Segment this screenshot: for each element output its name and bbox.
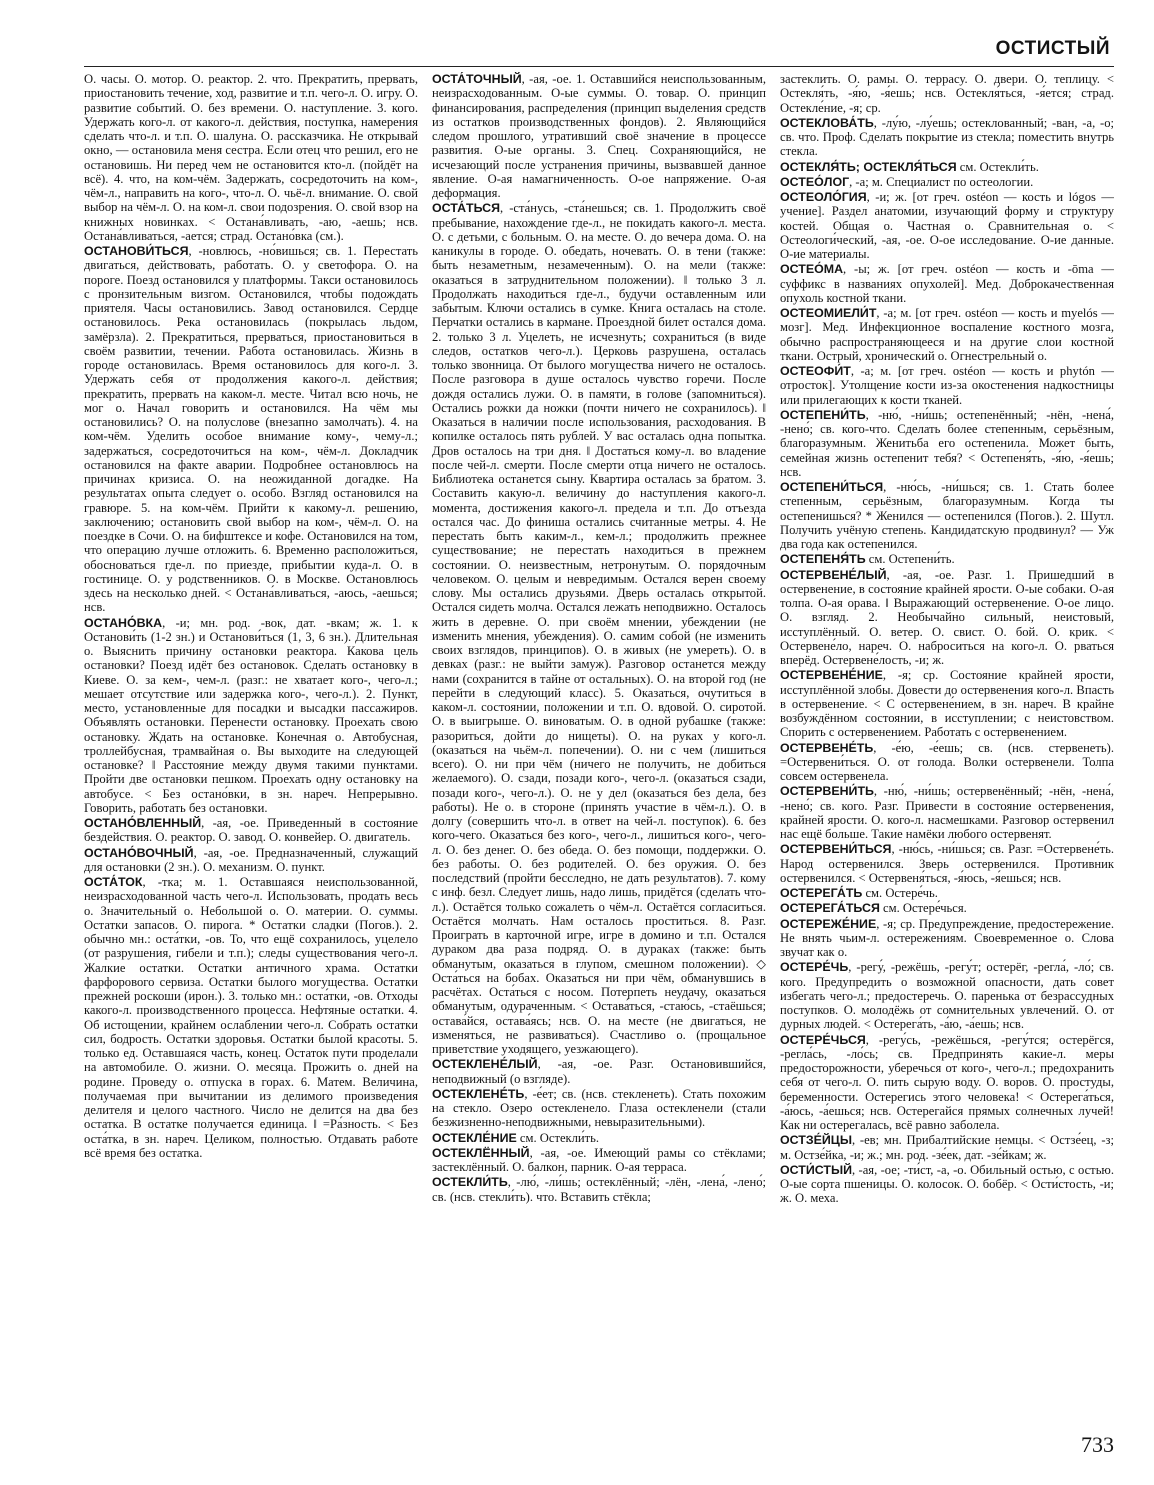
entry-headword: ОСТЕКЛЕНЕ́ТЬ xyxy=(432,1086,525,1101)
entry-headword: ОСТЕКЛЕНЕ́ЛЫЙ xyxy=(432,1057,538,1072)
dictionary-entry xyxy=(780,480,1114,551)
entry-headword: ОСТАНОВИ́ТЬСЯ xyxy=(84,244,189,258)
entry-definition: , -ая, -ое. Предназначенный, служащий для остановки (2 зн.). О. механизм. О. пункт. xyxy=(84,845,418,874)
dictionary-entry xyxy=(780,160,1114,174)
entry-headword: ОСТА́ТЬСЯ xyxy=(432,201,501,216)
dictionary-entry xyxy=(84,816,418,845)
dictionary-entry xyxy=(780,116,1114,159)
dictionary-entry xyxy=(780,842,1114,885)
entry-definition: , -ню́, -ни́шь; остепенённый; -нён, -нена́, -нено́; св. кого-что. Сделать более степенным, серьёзным, благоразумным. Женитьба его остепенила. Может быть, семейная жизнь остепенит тебя? < Остепеня́ть, -я́ю, -я́ешь; нсв. xyxy=(780,407,1114,479)
entry-definition: , -а; м. [от греч. ostéon — кость и myelós — мозг]. Мед. Инфекционное воспаление костного мозга, обычно распространяющееся и на другие слои костной ткани. Острый, хронический о. Огнестрельный о. xyxy=(780,306,1114,363)
dictionary-entry xyxy=(84,244,418,615)
dictionary-entry xyxy=(84,616,418,816)
column-3 xyxy=(780,72,1114,1404)
entry-definition: , -ая, -ое. Разг. 1. Пришедший в остервенение, в состояние крайней ярости. О-ые собаки. О-ая толпа. О-ая орава. ‖ Выражающий остервенение. О-ое лицо. О. взгляд. 2. Необычайно сильный, неистовый, исступлённый. О. ветер. О. свист. О. бой. О. крик. < Остервене́ло, нареч. О. наброситься на кого-л. О. рваться вперёд. Остервене́лость, -и; ж. xyxy=(780,567,1114,667)
dictionary-entry xyxy=(84,875,418,1160)
dictionary-entry xyxy=(432,1175,766,1204)
entry-definition: , -ы; ж. [от греч. ostéon — кость и -ōma — суффикс в названиях опухолей]. Мед. Доброкачественная опухоль костной ткани. xyxy=(780,262,1114,305)
entry-definition: , -лу́ю, -лу́ешь; остеклованный; -ван, -а, -о; св. что. Проф. Сделать покрытие из стекла; поместить внутрь стекла. xyxy=(780,115,1114,159)
entry-definition: см. Остере́чься. xyxy=(879,901,967,916)
entry-definition: , -новлюсь, -но́вишься; св. 1. Перестать двигаться, действовать, работать. О. у светофора. О. на пороге. Поезд остановился у платформы. Такси остановилось с пронзительным визгом. Остановился, чтобы подождать приятеля. Часы остановились. Завод остановился. Сердце остановилось. Река остановилась (покрылась льдом, замёрзла). 2. Прекратиться, прерваться, приостановиться в своём развитии, течении. Работа остановилась. Жизнь в городе остановилась. Время остановилось для кого-л. 3. Удержать себя от продолжения какого-л. действия; прекратить, прервать на каком-л. месте. Читал всю ночь, не мог о. Начал говорить и остановился. На чём мы остановились? О. на полуслове (внезапно замолчать). 4. на ком-чём. Уделить особое внимание кому-, чему-л.; задержаться, сосредоточиться на ком-, чём-л. Докладчик остановился на факте аварии. Подробнее остановлюсь на причинах кризиса. О. на неожиданной догадке. На результатах опыта следует о. особо. Взгляд остановился на гравюре. 5. на ком-чём. Прийти к какому-л. решению, заключению; остановить свой выбор на ком-, чём-л. О. на поездке в Сочи. О. на бифштексе и кофе. Остановился на том, что операцию лучше отложить. 6. Временно расположиться, обосноваться где-л. по приезде, прибытии куда-л. О. в гостинице. О. у родственников. О. в Москве. Остановлюсь здесь на несколько дней. < Остана́вливаться, -аюсь, -аешься; нсв. xyxy=(84,244,418,615)
entry-headword: ОСТЕРЕ́ЧЬСЯ xyxy=(780,1032,866,1047)
entry-headword: ОСТЕКЛЯ́ТЬ; ОСТЕКЛЯ́ТЬСЯ xyxy=(780,159,957,174)
entry-definition: см. Остекли́ть. xyxy=(516,1130,600,1145)
entry-headword: ОСТЕРЕ́ЧЬ xyxy=(780,960,849,975)
dictionary-entry xyxy=(780,886,1114,900)
entry-headword: ОСТЕКЛЁННЫЙ xyxy=(432,1145,530,1160)
entry-definition: , -ая, -ое. 1. Оставшийся неиспользованным, неизрасходованным. О-ые суммы. О. товар. О. принцип финансирования, распределения (принцип выделения средств из остатков производственных фондов). 2. Являющийся следом прошлого, утративший своё значение в процессе развития. О-ые органы. 3. Спец. Сохраняющийся, не исчезающий после устранения причины, вызвавшей данное явление. О-ая намагниченность. О-ое напряжение. О-ая деформация. xyxy=(432,72,766,200)
entry-headword: ОСТАНО́ВКА xyxy=(84,615,163,630)
entry-definition: , -и; мн. род. -вок, дат. -вкам; ж. 1. к Останови́ть (1-2 зн.) и Останови́ться (1, 3, 6 зн.). Длительная о. Выяснить причину остановки реактора. Какова цель остановки? Поезд идёт без остановок. Сделать остановку в Киеве. О. за кем-, чем-л. (разг.: не хватает кого-, чего-л.; мешает отсутствие или задержка кого-, чего-л.). 2. Пункт, место, установленные для посадки и высадки пассажиров. Объявлять остановки. Перенести остановку. Проехать свою остановку. Ждать на остановке. Конечная о. Автобусная, троллейбусная, трамвайная о. Вы выходите на следующей остановке? ‖ Расстояние между двумя такими пунктами. Пройти две остановки пешком. Проехать одну остановку на автобусе. < Без остано́вки, в зн. нареч. Непрерывно. Говорить, работать без остановки. xyxy=(84,615,418,815)
entry-headword: ОСТЕРВЕНЕ́НИЕ xyxy=(780,668,883,683)
entry-definition: , -ста́нусь, -ста́нешься; св. 1. Продолжить своё пребывание, нахождение где-л., не покидать какого-л. места. О. с детьми, с больным. О. на месте. О. до вечера дома. О. на каникулы в городе. О. обедать, ночевать. О. в тени (также: быть незаметным, незамеченным). О. на мели (также: оказаться в затруднительном положении). ‖ только 3 л. Продолжать находиться где-л., будучи оставленным или забытым. Ключи остались в сумке. Книга осталась на столе. Перчатки остались в кармане. Проездной билет остался дома. 2. только 3 л. Уцелеть, не исчезнуть; сохраниться (в виде следов, остатков чего-л.). Церковь разрушена, осталась только звонница. От былого могущества ничего не осталось. После разговора в душе осталось чувство горечи. После дождя остались лужи. О. в памяти, в голове (запомниться). Остались рожки да ножки (почти ничего не сохранилось). ‖ Оказаться в наличии после использования, расходования. В копилке осталось пять рублей. У вас осталась одна попытка. Дров осталось на три дня. ‖ Достаться кому-л. во владение после чей-л. смерти. После смерти отца ничего не осталось. Библиотека останется сыну. Квартира осталась за братом. 3. Составить какую-л. величину до наступления какого-л. момента, достижения какого-л. предела и т.п. До отъезда остался час. До финиша остались считанные метры. 4. Не перестать быть каким-л., кем-л.; продолжить прежнее существование; не перестать находиться в прежнем состоянии. О. неизвестным, нетронутым. О. порядочным человеком. О. целым и невредимым. Остался верен своему слову. Мы остались друзьями. Дверь осталась открытой. Остался сидеть молча. Остался лежать неподвижно. Осталось жить в деревне. О. при своём мнении, убеждении (не изменить мнения, убеждения). О. самим собой (не изменить своих взглядов, принципов). О. в живых (не умереть). О. в девках (разг.: не выйти замуж). Разговор останется между нами (сохранится в тайне от остальных). О. на второй год (не перейти в следующий класс). 5. Оказаться, очутиться в каком-л. состоянии, положении и т.п. О. вдовой. О. сиротой. О. в выигрыше. О. виноватым. О. в одной рубашке (также: разориться, дойти до нищеты). О. на руках у кого-л. (оказаться на чьём-л. попечении). О. ни с чем (лишиться всего). О. ни при чём (ничего не получить, не добиться желаемого). О. сзади, позади кого-, чего-л. (оказаться сзади, позади кого-, чего-л.). О. не у дел (оказаться без дела, без работы). Не о. в стороне (принять участие в чём-л.). О. в долгу (совершить что-л. в ответ на чей-л. поступок). 6. без кого-чего. Оказаться без кого-, чего-л., лишиться кого-, чего-л. О. без денег. О. без обеда. О. без помощи, поддержки. О. без работы. О. без родителей. О. без оружия. О. без последствий (пройти бесследно, не дать результатов). 7. кому с инф. безл. Следует лишь, надо лишь, придётся (сделать что-л.). Остаётся только сожалеть о чём-л. Остаётся согласиться. Остаётся молчать. Нам осталось проститься. 8. Разг. Проиграть в карточной игре, игре в домино и т.п. Остался дураком два раза подряд. О. в дураках (также: быть обманутым, оказаться в глупом, смешном положении). ◇ Оста́ться на бобах. Оказаться ни при чём, обманувшись в расчётах. Оста́ться с носом. Потерпеть неудачу, оказаться обманутым, одураченным. < Остава́ться, -стаю́сь, -стаёшься; остава́йся, остава́ясь; нсв. О. на месте (не двигаться, не изменяться, не развиваться). Счастливо о. (прощальное приветствие уходящего, уезжающего). xyxy=(432,201,766,1056)
dictionary-entry xyxy=(780,668,1114,739)
entry-definition: , -лю́, -ли́шь; остеклённый; -лён, -лена́, -лено́; св. (нсв. стекли́ть). что. Вставить стёкла; xyxy=(432,1175,766,1204)
dictionary-entry xyxy=(432,1146,766,1175)
entry-headword: ОСТЕРВЕНЕ́ЛЫЙ xyxy=(780,567,887,582)
entry-definition: застеклить. О. рамы. О. террасу. О. двери. О. теплицу. < Остекля́ть, -я́ю, -я́ешь; нсв. Остекля́ться, -я́ется; страд. Остекле́ние, -я; ср. xyxy=(780,72,1114,115)
column-1 xyxy=(84,72,418,1404)
dictionary-entry xyxy=(780,262,1114,305)
dictionary-entry xyxy=(780,568,1114,668)
entry-definition: , -регу́, -режёшь, -регу́т; остерёг, -регла́, -ло́; св. кого. Предупредить о возможной опасности, дать совет избегать чего-л.; предостеречь. О. паренька от безрассудных поступков. О. молодёжь от сомнительных увлечений. О. от дурных людей. < Остерега́ть, -а́ю, -а́ешь; нсв. xyxy=(780,960,1114,1032)
entry-definition: см. Остепени́ть. xyxy=(865,552,955,567)
entry-definition: , -ев; мн. Прибалтийские немцы. < Остзе́ец, -з; м. Остзе́йка, -и; ж.; мн. род. -зе́ек, дат. -зе́йкам; ж. xyxy=(780,1133,1114,1162)
dictionary-entry xyxy=(780,917,1114,960)
entry-headword: ОСТЕПЕНИ́ТЬСЯ xyxy=(780,480,884,494)
entry-definition: , -ню́сь, -ни́шься; св. 1. Стать более степенным, серьёзным, благоразумным. Когда ты остепенишься? * Женился — остепенился (Погов.). 2. Шутл. Получить учёную степень. Кандидатскую продвинул? — Уж два года как остепенился. xyxy=(780,480,1114,551)
dictionary-columns xyxy=(84,72,1114,1404)
entry-definition: , -и; ж. [от греч. ostéon — кость и lógos — учение]. Раздел анатомии, изучающий форму и структуру костей. Общая о. Частная о. Сравнительная о. < Остеологи́ческий, -ая, -ое. О-ое исследование. О-ие данные. О-ие материалы. xyxy=(780,190,1114,261)
dictionary-entry xyxy=(780,1133,1114,1162)
entry-headword: ОСТЕКЛОВА́ТЬ xyxy=(780,115,874,130)
entry-headword: ОСТЕРВЕНЕ́ТЬ xyxy=(780,740,874,755)
entry-definition: , -ая, -ое. Приведенный в состояние бездействия. О. реактор. О. завод. О. конвейер. О. двигатель. xyxy=(84,816,418,845)
entry-definition: , -я; ср. Состояние крайней ярости, исступлённой злобы. Довести до остервенения кого-л. Впасть в остервенение. < С остервене́нием, в зн. нареч. В крайне возбуждённом состоянии, в исступлении; с неистовством. Спорить с остервенением. Работать с остервенением. xyxy=(780,668,1114,740)
entry-headword: ОСТА́ТОЧНЫЙ xyxy=(432,72,522,86)
entry-headword: ОСТИ́СТЫЙ xyxy=(780,1162,852,1177)
dictionary-entry xyxy=(780,408,1114,479)
entry-definition: О. часы. О. мотор. О. реактор. 2. что. Прекратить, прервать, приостановить течение, ход, развитие и т.п. чего-л. О. игру. О. развитие событий. О. без времени. О. наступление. 3. кого. Удержать кого-л. от какого-л. действия, поступка, намерения сделать что-л. и т.п. О. шалуна. О. рассказчика. Не открывай окно, — остановила меня сестра. Если отец что решил, его не остановишь. Ни перед чем не остановится кто-л. (пойдёт на всё). 4. что, на ком-чём. Задержать, сосредоточить на ком-, чём-л., направить на кого-, что-л. О. чьё-л. внимание. О. свой выбор на чём-л. О. на ком-л. свои подозрения. О. свой взор на книжных новинках. < Остана́вливать, -аю, -аешь; нсв. Остана́вливаться, -ается; страд. Остано́вка (см.). xyxy=(84,72,418,243)
entry-headword: ОСТАНО́ВОЧНЫЙ xyxy=(84,845,194,860)
dictionary-entry xyxy=(780,552,1114,566)
entry-headword: ОСТЕО́МА xyxy=(780,262,844,277)
dictionary-entry xyxy=(780,960,1114,1031)
page-number: 733 xyxy=(1081,1432,1114,1457)
dictionary-entry xyxy=(84,846,418,875)
dictionary-entry xyxy=(780,784,1114,841)
entry-headword: ОСТАНО́ВЛЕННЫЙ xyxy=(84,816,202,830)
entry-headword: ОСТЕОФИ́Т xyxy=(780,364,851,378)
dictionary-entry xyxy=(84,72,418,243)
dictionary-entry xyxy=(780,1163,1114,1206)
dictionary-entry xyxy=(432,72,766,200)
entry-headword: ОСТЗЕ́ЙЦЫ xyxy=(780,1133,852,1148)
dictionary-entry xyxy=(780,72,1114,115)
entry-definition: , -регу́сь, -режёшься, -регу́тся; остерёгся, -регла́сь, -ло́сь; св. Предпринять какие-л. меры предосторожности, уберечься от кого-, чего-л.; предохранить себя от чего-л. О. пить сырую воду. О. воров. О. простуды, беременности. Остерегись этого человека! < Остерега́ться, -а́юсь, -а́ешься; нсв. Остерегайся прямых солнечных лучей! Как ни остерегалась, всё равно заболела. xyxy=(780,1032,1114,1132)
running-head: ОСТИСТЫЙ xyxy=(995,38,1110,59)
entry-definition: , -е́ю, -е́ешь; св. (нсв. стервенеть). =Остервени́ться. О. от голода. Волки остервенели. Толпа совсем остервенела. xyxy=(780,740,1114,783)
dictionary-entry xyxy=(780,190,1114,261)
dictionary-entry xyxy=(780,175,1114,189)
dictionary-entry xyxy=(432,1131,766,1145)
dictionary-entry xyxy=(432,201,766,1056)
entry-headword: ОСТЕПЕНЯ́ТЬ xyxy=(780,552,866,567)
entry-headword: ОСТЕРВЕНИ́ТЬ xyxy=(780,784,874,799)
entry-headword: ОСТЕОЛО́ГИЯ xyxy=(780,190,867,204)
entry-definition: , -а; м. [от греч. ostéon — кость и phytón — отросток]. Утолщение кости из-за окостенения надкостницы или прилегающих к кости тканей. xyxy=(780,364,1114,407)
entry-definition: , -ню́сь, -ни́шься; св. Разг. =Остервене́ть. Народ остервенился. Зверь остервенился. Противник остервенился. < Остервеня́ться, -я́юсь, -я́ешься; нсв. xyxy=(780,842,1114,885)
entry-headword: ОСТЕОМИЕЛИ́Т xyxy=(780,306,877,320)
entry-definition: , -я; ср. Предупреждение, предостережение. Не внять чьим-л. остережениям. Своевременное о. Слова звучат как о. xyxy=(780,916,1114,959)
entry-headword: ОСТЕРЕГА́ТЬ xyxy=(780,886,863,900)
entry-definition: , -ая, -ое; -ти́ст, -а, -о. Обильный остью, с остью. О-ые сорта пшеницы. О. колосок. О. бобёр. < Ости́стость, -и; ж. О. меха. xyxy=(780,1162,1114,1206)
entry-definition: см. Остекли́ть. xyxy=(956,159,1039,174)
entry-headword: ОСТЕРВЕНИ́ТЬСЯ xyxy=(780,842,892,857)
entry-headword: ОСТЕРЕГА́ТЬСЯ xyxy=(780,901,880,916)
dictionary-entry xyxy=(432,1087,766,1130)
entry-headword: ОСТЕКЛЕ́НИЕ xyxy=(432,1130,517,1145)
entry-headword: ОСТЕПЕНИ́ТЬ xyxy=(780,407,866,422)
header-rule xyxy=(84,66,1114,67)
entry-definition: , -тка; м. 1. Оставшаяся неиспользованной, неизрасходованной часть чего-л. Использовать, продать весь о. Значительный о. Небольшой о. О. материи. О. суммы. Остатки запасов. О. пирога. * Остатки сладки (Погов.). 2. обычно мн.: оста́тки, -ов. То, что ещё сохранилось, уцелело (от разрушения, гибели и т.п.); следы существования чего-л. Жалкие остатки. Остатки античного храма. Остатки фарфорового сервиза. Остатки былого могущества. Остатки прежней роскоши (ирон.). 3. только мн.: оста́тки, -ов. Отходы какого-л. производственного процесса. Нефтяные остатки. 4. Об истощении, крайнем ослаблении чего-л. Собрать остатки сил, бодрость. Остатки здоровья. Остатки былой красоты. 5. только ед. Оставшаяся часть, конец. Остаток пути проделали на автомобиле. О. жизни. О. месяца. Прожить о. дней на родине. Проведу о. отпуска в горах. 6. Матем. Величина, получаемая при вычитании из делимого произведения делителя и целого частного. Число не делится на два без остатка. В остатке получается единица. ‖ =Ра́зность. < Без оста́тка, в зн. нареч. Целиком, полностью. Отдавать работе всё время без остатка. xyxy=(84,875,418,1160)
dictionary-entry xyxy=(780,1033,1114,1133)
dictionary-entry xyxy=(432,1057,766,1086)
entry-headword: ОСТЕКЛИ́ТЬ xyxy=(432,1175,508,1190)
entry-headword: ОСТА́ТОК xyxy=(84,875,143,889)
entry-definition: , -а; м. Специалист по остеологии. xyxy=(849,174,1034,189)
dictionary-entry xyxy=(780,306,1114,363)
entry-headword: ОСТЕРЕЖЕ́НИЕ xyxy=(780,916,877,931)
entry-headword: ОСТЕО́ЛОГ xyxy=(780,174,850,189)
entry-definition: , -ая, -ое. Имеющий рамы со стёклами; застеклённый. О. балкон, парник. О-ая терраса. xyxy=(432,1145,766,1174)
entry-definition: , -ая, -ое. Разг. Остановившийся, неподвижный (о взгляде). xyxy=(432,1057,766,1086)
column-2 xyxy=(432,72,766,1404)
entry-definition: , -е́ет; св. (нсв. стекленеть). Стать похожим на стекло. Озеро остекленело. Глаза остекленели (стали безжизненно-неподвижными, невыразительными). xyxy=(432,1086,766,1130)
entry-definition: , -ню́, -ни́шь; остервенённый; -нён, -нена́, -нено́; св. кого. Разг. Привести в состояние остервенения, крайней ярости. О. кого-л. насмешками. Разговор остервенил нас ещё больше. Такие намёки любого остервенят. xyxy=(780,784,1114,841)
dictionary-entry xyxy=(780,901,1114,915)
entry-definition: см. Остере́чь. xyxy=(862,886,938,900)
dictionary-entry xyxy=(780,364,1114,407)
dictionary-entry xyxy=(780,741,1114,784)
